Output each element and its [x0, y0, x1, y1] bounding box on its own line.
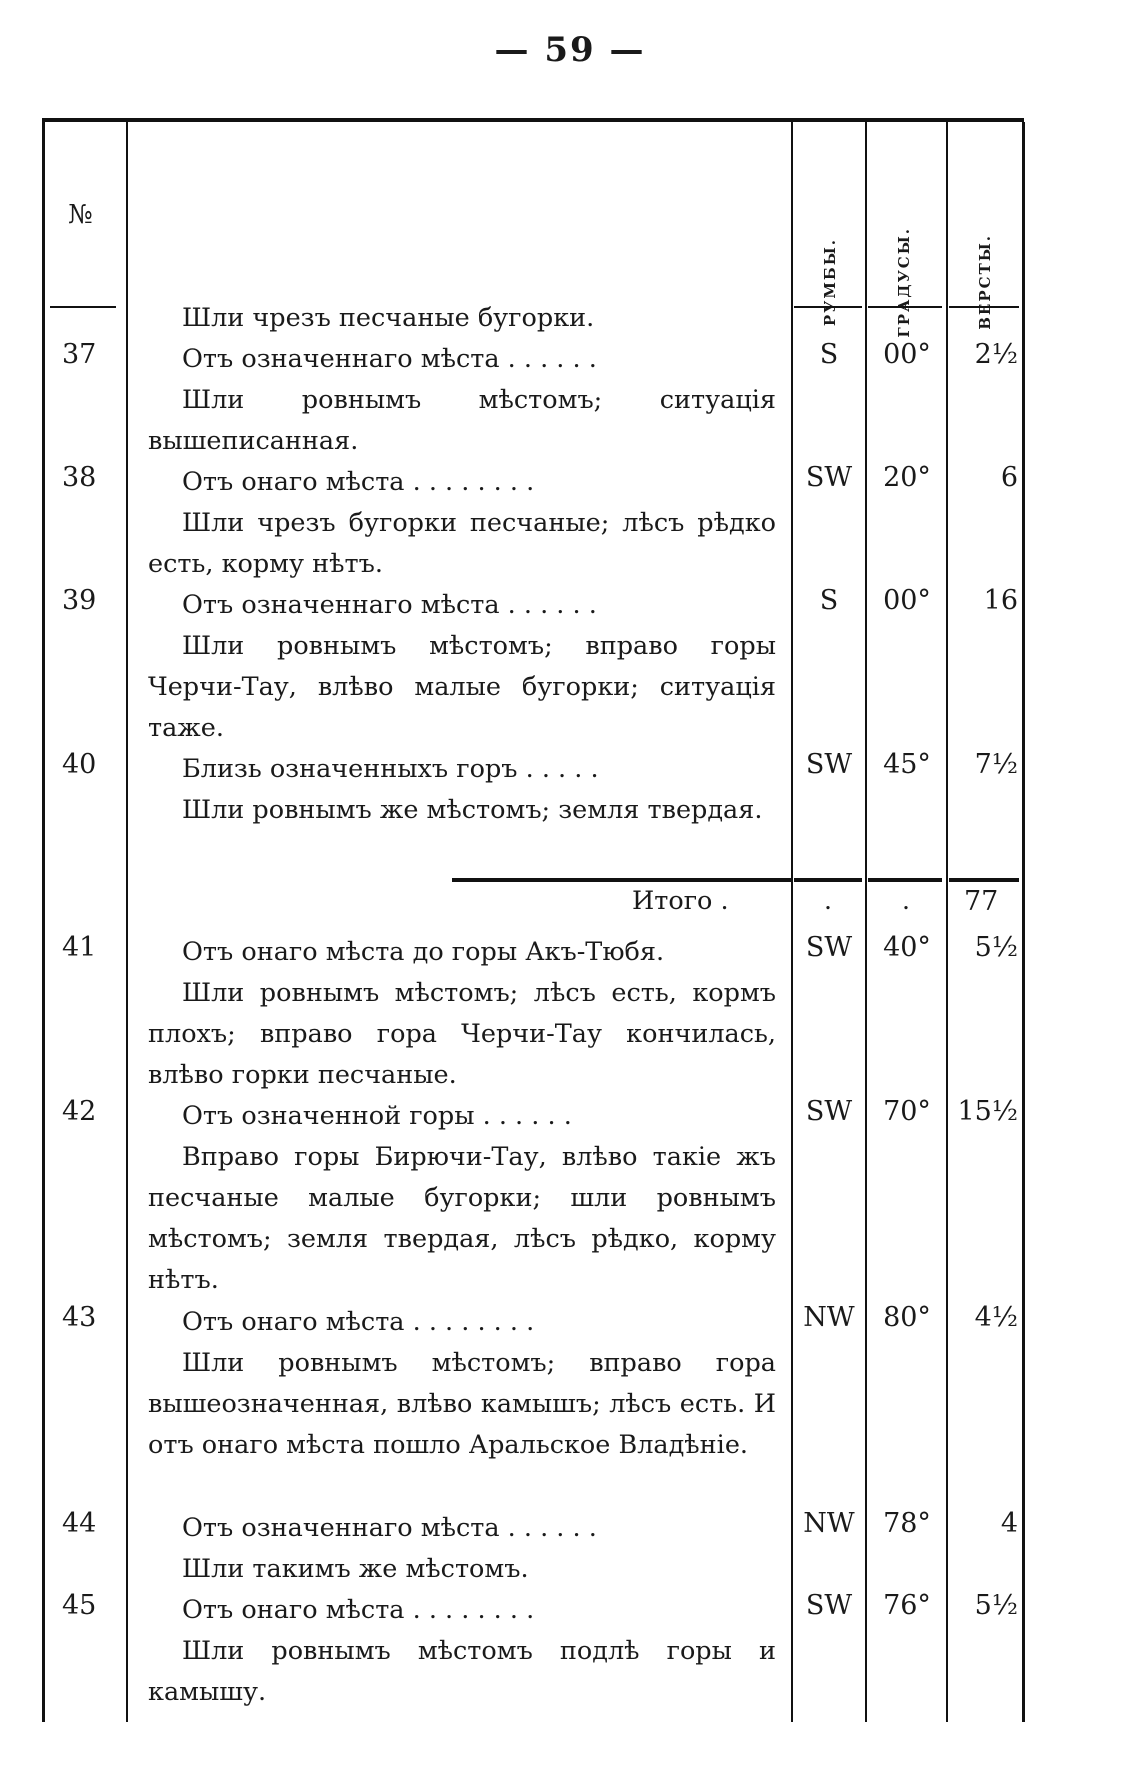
entry-note: Шли ровнымъ мѣстомъ; вправо гора вышеозначенная, влѣво камышъ; лѣсъ есть. И отъ онаго мѣста пошло Аральское Владѣніе. [148, 1348, 776, 1460]
entry-note: Шли ровнымъ мѣстомъ; вправо горы Черчи-Тау, влѣво малые бугорки; ситуація таже. [148, 631, 776, 743]
entry-number: 37 [62, 339, 97, 370]
entry-degrees: 20° [883, 462, 931, 493]
subtotal-rule [868, 878, 942, 882]
entry-note: Шли такимъ же мѣстомъ. [182, 1554, 529, 1584]
header-rule [50, 306, 116, 308]
entry-degrees: 40° [883, 932, 931, 963]
entry-versts: 16 [983, 585, 1018, 616]
subtotal-rumb: . [824, 886, 832, 915]
entry-note: Шли ровнымъ мѣстомъ; ситуація вышеписанная. [148, 385, 776, 456]
route-table [42, 118, 1024, 1722]
entry-route: Отъ онаго мѣста до горы Акъ-Тюбя. [182, 937, 665, 967]
entry-number: 39 [62, 585, 97, 616]
entry-degrees: 00° [883, 339, 931, 370]
header-rule [949, 306, 1019, 308]
entry-degrees: 78° [883, 1508, 931, 1539]
entry-rumb: S [819, 339, 839, 370]
subtotal-rule [949, 878, 1019, 882]
entry-versts: 7½ [974, 749, 1018, 780]
entry-rumb: SW [805, 749, 853, 780]
entry-number: 44 [62, 1508, 97, 1539]
entry-degrees: 45° [883, 749, 931, 780]
entry-note: Вправо горы Бирючи-Тау, влѣво такіе жъ песчаные малые бугорки; шли ровнымъ мѣстомъ; земля твердая, лѣсъ рѣдко, корму нѣтъ. [148, 1142, 776, 1295]
entry-note: Шли ровнымъ мѣстомъ подлѣ горы и камышу. [148, 1636, 776, 1707]
header-number: № [68, 200, 93, 230]
table-border-left [42, 122, 45, 1722]
header-versts: ВЕРСТЫ. [976, 234, 994, 330]
entry-versts: 15½ [957, 1096, 1018, 1127]
subtotal-rule [452, 878, 791, 882]
subtotal-value: 77 [964, 886, 999, 917]
entry-number: 45 [62, 1590, 97, 1621]
entry-rumb: SW [805, 1590, 853, 1621]
intro-text: Шли чрезъ песчаные бугорки. [182, 303, 595, 333]
entry-rumb: NW [803, 1302, 855, 1333]
entry-route: Отъ онаго мѣста . . . . . . . . [182, 467, 535, 497]
entry-route: Отъ онаго мѣста . . . . . . . . [182, 1307, 535, 1337]
entry-note: Шли ровнымъ же мѣстомъ; земля твердая. [182, 795, 763, 825]
entry-versts: 2½ [974, 339, 1018, 370]
entry-versts: 5½ [974, 1590, 1018, 1621]
header-rule [868, 306, 942, 308]
subtotal-rule [794, 878, 862, 882]
header-rumb: РУМБЫ. [821, 237, 839, 327]
subtotal-label: Итого . [632, 886, 729, 916]
entry-note: Шли ровнымъ мѣстомъ; лѣсъ есть, кормъ плохъ; вправо гора Черчи-Тау кончилась, влѣво горки песчаные. [148, 978, 776, 1090]
entry-number: 42 [62, 1096, 97, 1127]
entry-rumb: SW [805, 1096, 853, 1127]
entry-rumb: S [819, 585, 839, 616]
entry-versts: 5½ [974, 932, 1018, 963]
entry-note: Шли чрезъ бугорки песчаные; лѣсъ рѣдко есть, корму нѣтъ. [148, 508, 776, 579]
entry-degrees: 76° [883, 1590, 931, 1621]
page-number: — 59 — [494, 30, 646, 70]
entry-route: Отъ означеннаго мѣста . . . . . . [182, 344, 597, 374]
entry-route: Отъ онаго мѣста . . . . . . . . [182, 1595, 535, 1625]
entry-number: 40 [62, 749, 97, 780]
entry-degrees: 00° [883, 585, 931, 616]
entry-versts: 4 [1000, 1508, 1018, 1539]
entry-route: Отъ означеннаго мѣста . . . . . . [182, 590, 597, 620]
header-rule [794, 306, 862, 308]
entry-number: 38 [62, 462, 97, 493]
entry-number: 41 [62, 932, 97, 963]
entry-degrees: 80° [883, 1302, 931, 1333]
table-border-right [1022, 122, 1025, 1722]
header-degrees: ГРАДУСЫ. [895, 226, 913, 338]
entry-route: Близь означенныхъ горъ . . . . . [182, 754, 599, 784]
entry-rumb: NW [803, 1508, 855, 1539]
entry-rumb: SW [805, 932, 853, 963]
entry-versts: 6 [1000, 462, 1018, 493]
column-divider [126, 122, 128, 1722]
entry-degrees: 70° [883, 1096, 931, 1127]
entry-versts: 4½ [974, 1302, 1018, 1333]
subtotal-degrees: . [902, 886, 910, 915]
entry-number: 43 [62, 1302, 97, 1333]
entry-route: Отъ означенной горы . . . . . . [182, 1101, 572, 1131]
entry-route: Отъ означеннаго мѣста . . . . . . [182, 1513, 597, 1543]
column-divider [791, 122, 793, 1722]
entry-rumb: SW [805, 462, 853, 493]
